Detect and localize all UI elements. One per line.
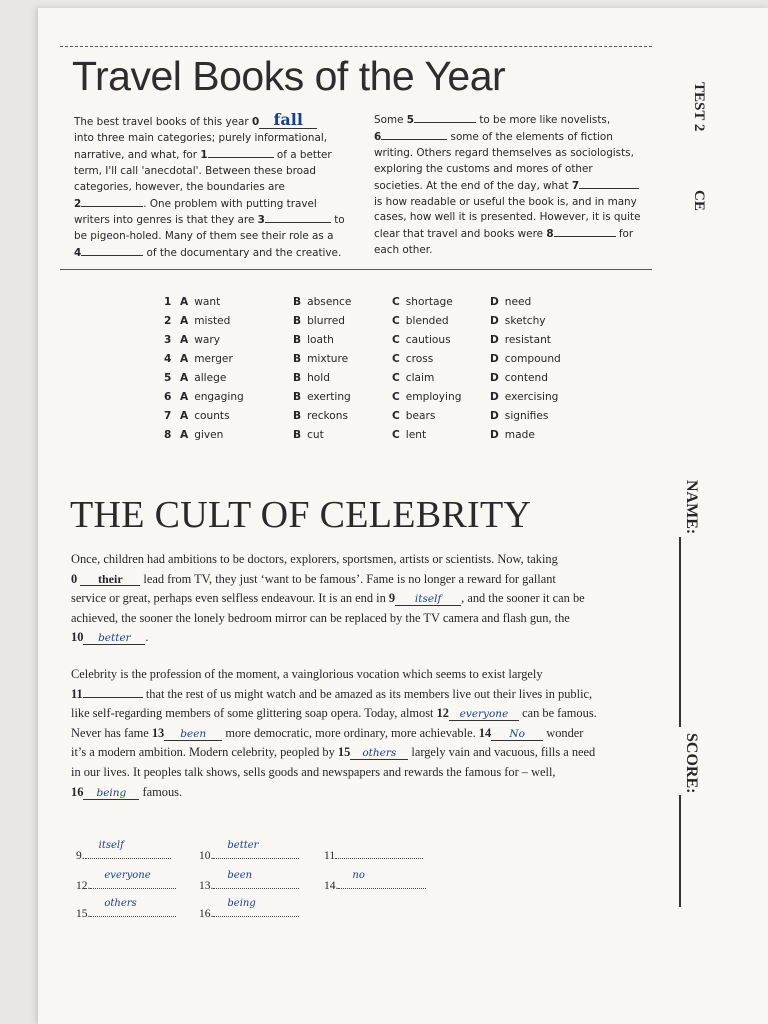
answer-gap-7[interactable] <box>579 178 639 189</box>
gap-number: 7 <box>571 179 580 192</box>
option-b[interactable]: B absence <box>293 296 352 308</box>
answer-gap-0[interactable]: their <box>80 573 140 586</box>
answer-gap-12[interactable]: everyone <box>449 708 519 721</box>
option-c[interactable]: C bears <box>392 410 436 422</box>
cult-title: THE CULT OF CELEBRITY <box>70 494 532 536</box>
test-label: TEST 2 <box>691 82 707 132</box>
answer-grid-item[interactable]: 12. everyone <box>76 876 176 892</box>
gap-number: 8 <box>546 228 554 241</box>
option-d[interactable]: D need <box>490 296 532 308</box>
answer-gap-5[interactable] <box>414 112 476 123</box>
gap-number: 5 <box>406 114 415 126</box>
option-d[interactable]: D compound <box>490 353 561 365</box>
option-number: 4 <box>164 353 172 365</box>
cult-paragraph-1 <box>71 550 631 648</box>
name-label: NAME: <box>683 480 700 535</box>
answer-grid-item[interactable]: 15. others <box>76 904 176 920</box>
text-line: exploring the customs and mores of other <box>374 162 593 175</box>
answer-gap-14[interactable]: No <box>491 728 543 741</box>
text-line: , and the sooner it can be <box>461 591 585 606</box>
text-line: in our lives. It peoples talk shows, sells goods and newspapers and rewards the famous for – well, <box>71 764 556 779</box>
score-label: SCORE: <box>683 733 700 794</box>
answer-gap-3[interactable] <box>265 212 331 223</box>
gap-number: 2 <box>74 197 82 210</box>
answer-grid-item[interactable]: 9. itself <box>76 846 171 862</box>
option-d[interactable]: D resistant <box>490 334 551 346</box>
text-line: into three main categories; purely informational, <box>74 131 328 144</box>
option-a[interactable]: A given <box>180 429 224 441</box>
answer-gap-13[interactable]: been <box>164 728 222 741</box>
option-number: 3 <box>164 334 172 346</box>
score-field[interactable] <box>679 795 681 907</box>
answer-gap-4[interactable] <box>81 245 143 256</box>
answer-gap-0[interactable]: fall <box>259 112 317 129</box>
text-line: wonder <box>543 725 584 740</box>
gap-number: 12 <box>436 706 449 721</box>
text-line: 4 of the documentary and the creative. <box>74 247 342 260</box>
option-a[interactable]: A counts <box>180 410 230 422</box>
gap-number: 9 <box>388 591 396 606</box>
text-line: be pigeon-holed. Many of them see their role as a <box>74 230 334 243</box>
text-line: Celebrity is the profession of the moment, a vainglorious vocation which seems to exist largely <box>71 667 543 681</box>
gap-number: 0 <box>251 116 260 128</box>
text-line: cases, how well it is presented. However, it is quite <box>374 211 641 224</box>
gap-number: 0 <box>71 571 78 586</box>
text-line: 6 some of the elements of fiction <box>374 130 613 143</box>
ce-label: CE <box>691 190 707 211</box>
text-line: each other. <box>374 244 433 257</box>
text-line: societies. At the end of the day, what 7 <box>374 178 644 195</box>
option-c[interactable]: C employing <box>392 391 462 403</box>
option-b[interactable]: B exerting <box>293 391 351 403</box>
answer-grid-item[interactable]: 14. no <box>324 876 426 892</box>
gap-number: 1 <box>200 148 208 161</box>
gap-number: 4 <box>74 247 82 260</box>
text-line: more democratic, more ordinary, more achievable. <box>222 725 479 740</box>
option-number: 7 <box>164 410 172 422</box>
text-line: can be famous. <box>518 706 597 721</box>
option-c[interactable]: C claim <box>392 372 435 384</box>
option-number: 6 <box>164 391 172 403</box>
text-line: that the rest of us might watch and be amazed as its members live out their lives in public, <box>142 686 593 701</box>
option-c[interactable]: C lent <box>392 429 427 441</box>
text-line: The best travel books of this year 0 fall <box>74 112 344 131</box>
answer-gap-2[interactable] <box>81 196 143 207</box>
text-line: clear that travel and books were 8 for <box>374 228 634 241</box>
option-d[interactable]: D exercising <box>490 391 559 403</box>
text-line: writers into genres is that they are 3 to <box>74 214 345 227</box>
option-d[interactable]: D made <box>490 429 535 441</box>
text-line: like self-regarding members of some glittering soap opera. Today, almost <box>71 706 437 721</box>
text-line: famous. <box>139 784 183 799</box>
travel-title: Travel Books of the Year <box>72 53 506 99</box>
travel-right-column <box>374 112 644 259</box>
answer-gap-16[interactable]: being <box>83 787 139 800</box>
option-number: 2 <box>164 315 172 327</box>
text-line: achieved, the sooner the lonely bedroom mirror can be replaced by the TV camera and flash gun, the <box>71 610 570 625</box>
text-line: lead from TV, they just ‘want to be famous’. Fame is no longer a reward for gallant <box>140 571 556 586</box>
option-d[interactable]: D sketchy <box>490 315 546 327</box>
answer-gap-9[interactable]: itself <box>395 593 461 606</box>
text-line: largely vain and vacuous, fills a need <box>408 745 596 760</box>
gap-number: 10 <box>71 630 84 645</box>
gap-number: 6 <box>374 130 382 143</box>
gap-number: 13 <box>151 725 165 740</box>
text-line: Once, children had ambitions to be doctors, explorers, sportsmen, artists or scientists. Now, taking <box>71 552 558 566</box>
answer-gap-8[interactable] <box>554 226 616 237</box>
option-d[interactable]: D contend <box>490 372 548 384</box>
text-line: narrative, and what, for 1 of a better <box>74 148 332 161</box>
option-c[interactable]: C shortage <box>392 296 453 308</box>
name-field[interactable] <box>679 537 681 727</box>
answer-gap-15[interactable]: others <box>350 747 408 760</box>
answer-grid-item[interactable]: 13. been <box>199 876 299 892</box>
option-number: 5 <box>164 372 172 384</box>
option-b[interactable]: B reckons <box>293 410 349 422</box>
text-line: writing. Others regard themselves as sociologists, <box>374 146 634 159</box>
option-b[interactable]: B loath <box>293 334 334 346</box>
option-b[interactable]: B cut <box>293 429 324 441</box>
option-a[interactable]: A engaging <box>180 391 244 403</box>
option-number: 8 <box>164 429 172 441</box>
text-line: . <box>145 630 149 645</box>
option-a[interactable]: A wary <box>180 334 220 346</box>
gap-number: 15 <box>337 745 351 760</box>
option-b[interactable]: B hold <box>293 372 330 384</box>
answer-gap-10[interactable]: better <box>83 632 145 645</box>
gap-number: 14 <box>478 725 492 740</box>
answer-gap-1[interactable] <box>208 147 274 158</box>
option-c[interactable]: C blended <box>392 315 449 327</box>
option-a[interactable]: A merger <box>180 353 233 365</box>
text-line: Never has fame <box>71 725 152 740</box>
answer-gap-6[interactable] <box>381 129 447 140</box>
text-line: service or great, perhaps even selfless endeavour. It is an end in <box>71 591 389 606</box>
option-number: 1 <box>164 296 172 308</box>
text-line: Some 5 to be more like novelists, <box>374 114 611 126</box>
option-c[interactable]: C cross <box>392 353 434 365</box>
cult-paragraph-2 <box>71 665 631 802</box>
text-line: categories, however, the boundaries are <box>74 180 285 193</box>
answer-grid-item[interactable]: 11 <box>324 846 423 862</box>
travel-left-column <box>74 112 344 262</box>
option-d[interactable]: D signifies <box>490 410 549 422</box>
text-line: 2 . One problem with putting travel <box>74 197 317 210</box>
option-c[interactable]: C cautious <box>392 334 451 346</box>
option-a[interactable]: A want <box>180 296 221 308</box>
gap-number: 16 <box>71 784 84 799</box>
answer-grid-item[interactable]: 10. better <box>199 846 299 862</box>
option-b[interactable]: B blurred <box>293 315 345 327</box>
answer-grid-item[interactable]: 16. being <box>199 904 299 920</box>
gap-number: 3 <box>257 214 265 227</box>
text-line: is how readable or useful the book is, and in many <box>374 195 637 208</box>
option-a[interactable]: A allege <box>180 372 227 384</box>
option-b[interactable]: B mixture <box>293 353 349 365</box>
gap-number: 11 <box>71 686 83 701</box>
text-line: term, I'll call 'anecdotal'. Between these broad <box>74 164 316 177</box>
text-line: it’s a modern ambition. Modern celebrity, peopled by <box>71 745 338 760</box>
option-a[interactable]: A misted <box>180 315 231 327</box>
answer-gap-11[interactable] <box>83 697 143 698</box>
